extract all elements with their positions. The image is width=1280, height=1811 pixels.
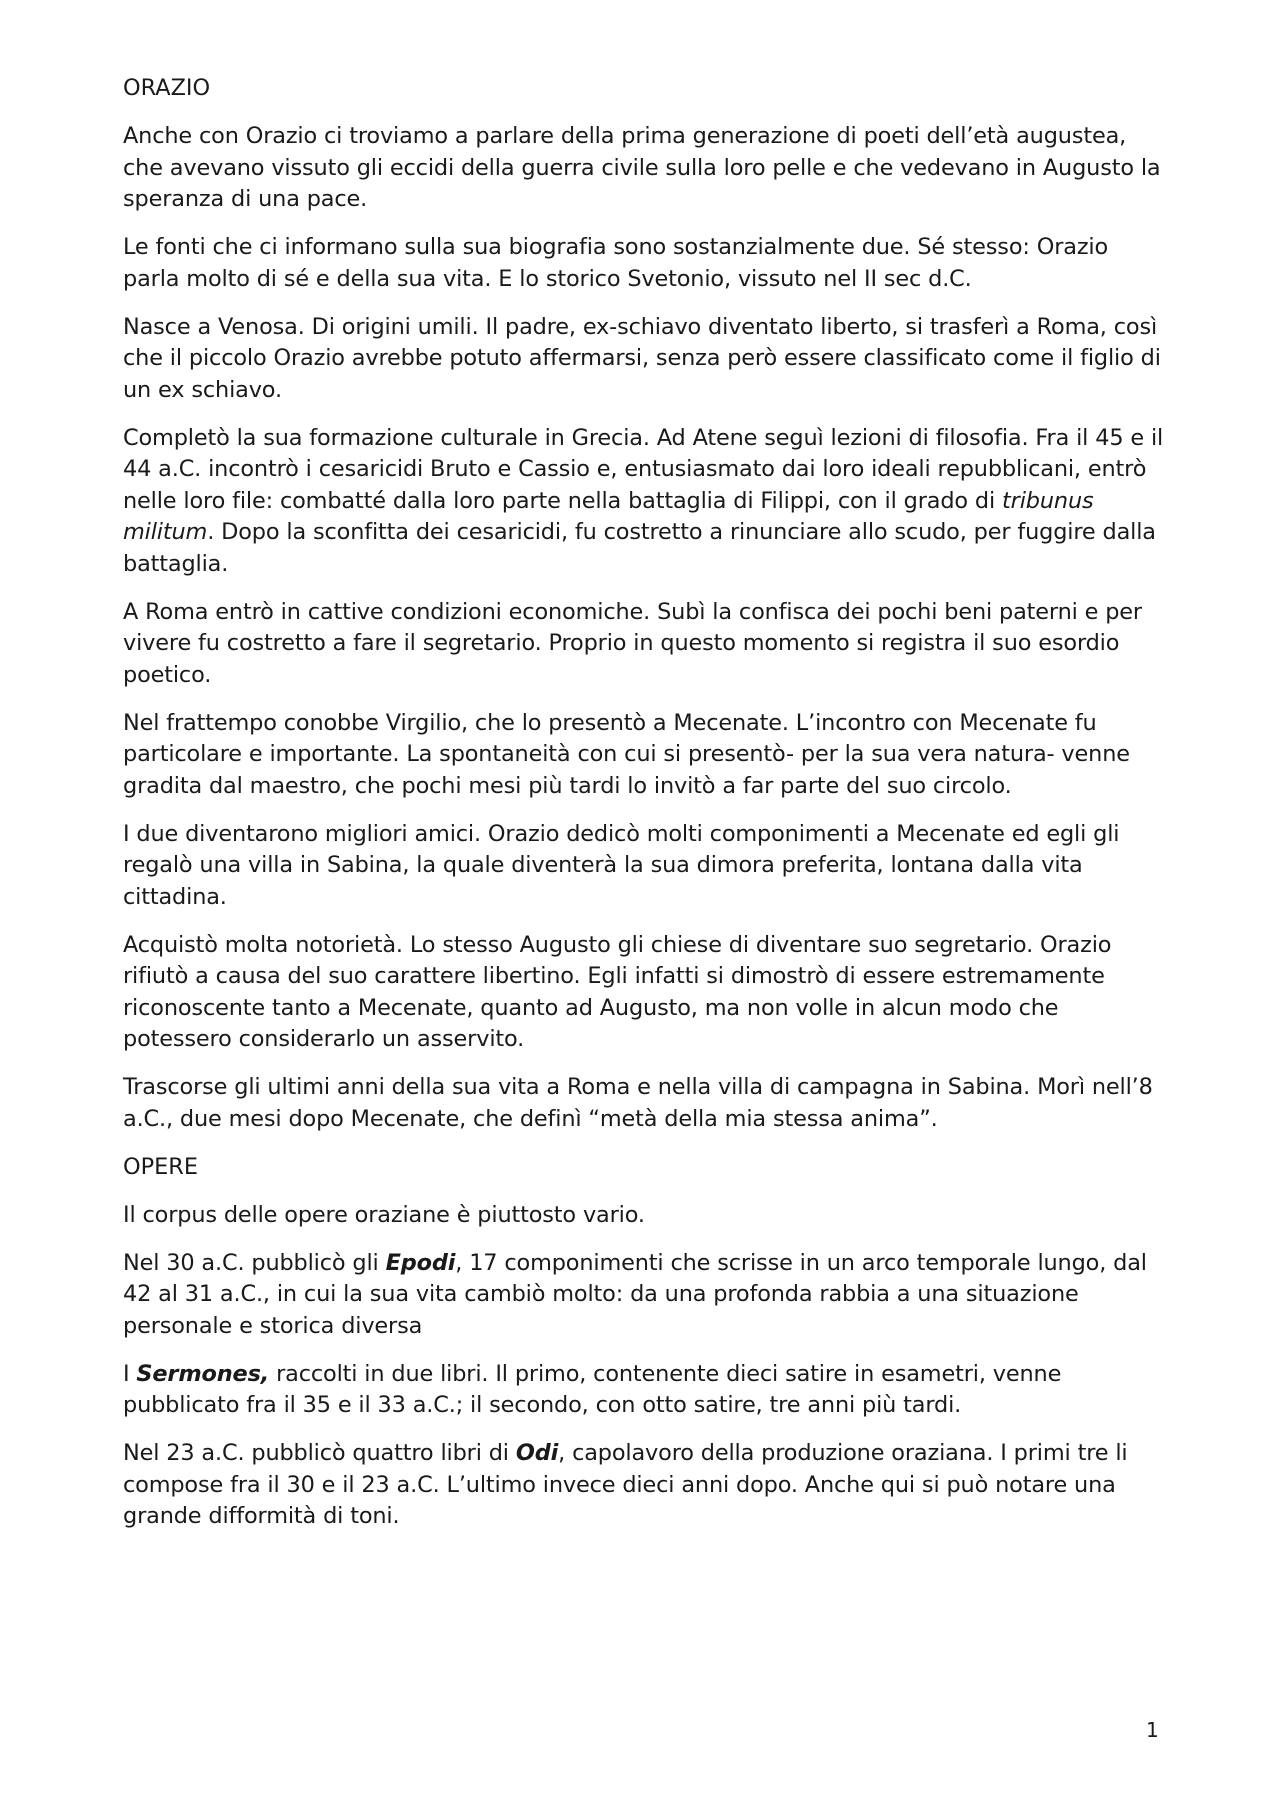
document-title: ORAZIO: [123, 75, 211, 101]
text-run: , capolavoro della produzione oraziana. I primi tre li compose fra il 30 e il 23 a.C. L’ultimo invece dieci anni dopo. Anche qui si può notare una grande difformità di toni.: [123, 1440, 1128, 1529]
paragraph-odi: [123, 1438, 1168, 1533]
paragraph-formazione: [123, 423, 1168, 581]
section-title-opere: OPERE: [123, 1153, 198, 1180]
paragraph-epodi: [123, 1248, 1168, 1343]
work-title-sermones: Sermones,: [136, 1360, 270, 1387]
text-run: Nel 30 a.C. pubblicò gli: [123, 1249, 386, 1276]
paragraph: I due diventarono migliori amici. Orazio dedicò molti componimenti a Mecenate ed egli gli regalò una villa in Sabina, la quale diventerà la sua dimora preferita, lontana dalla vita cittadina.: [123, 820, 1120, 910]
paragraph: Anche con Orazio ci troviamo a parlare della prima generazione di poeti dell’età augustea, che avevano vissuto gli eccidi della guerra civile sulla loro pelle e che vedevano in Augusto la speranza di una pace.: [123, 123, 1161, 212]
work-title-odi: Odi: [515, 1440, 559, 1466]
text-run: , 17 componimenti che scrisse in un arco temporale lungo, dal 42 al 31 a.C., in cui la sua vita cambiò molto: da una profonda rabbia a una situazione personale e storica diversa: [123, 1249, 1147, 1339]
text-run: I: [123, 1360, 137, 1387]
paragraph: A Roma entrò in cattive condizioni economiche. Subì la confisca dei pochi beni paterni e per vivere fu costretto a fare il segretario. Proprio in questo momento si registra il suo esordio poetico.: [123, 598, 1142, 688]
text-run: raccolti in due libri. Il primo, contenente dieci satire in esametri, venne pubblicato fra il 35 e il 33 a.C.; il secondo, con otto satire, tre anni più tardi.: [123, 1360, 1062, 1418]
paragraph: Nasce a Venosa. Di origini umili. Il padre, ex-schiavo diventato liberto, si trasferì a Roma, così che il piccolo Orazio avrebbe potuto affermarsi, senza però essere classificato come il figlio di un ex schiavo.: [123, 313, 1161, 403]
paragraph: Trascorse gli ultimi anni della sua vita a Roma e nella villa di campagna in Sabina. Morì nell’8 a.C., due mesi dopo Mecenate, che definì “metà della mia stessa anima”.: [123, 1074, 1153, 1132]
paragraph: Acquistò molta notorietà. Lo stesso Augusto gli chiese di diventare suo segretario. Orazio rifiutò a causa del suo carattere libertino. Egli infatti si dimostrò di essere estremamente riconoscente tanto a Mecenate, quanto ad Augusto, ma non volle in alcun modo che potessero considerarlo un asservito.: [123, 931, 1112, 1052]
paragraph: Nel frattempo conobbe Virgilio, che lo presentò a Mecenate. L’incontro con Mecenate fu particolare e importante. La spontaneità con cui si presentò- per la sua vera natura- venne gradita dal maestro, che pochi mesi più tardi lo invitò a far parte del suo circolo.: [123, 709, 1130, 799]
text-run: Completò la sua formazione culturale in Grecia. Ad Atene seguì lezioni di filosofia. Fra il 45 e il 44 a.C. incontrò i cesaricidi Bruto e Cassio e, entusiasmato dai loro ideali repubblicani, entrò nelle loro file: combatté dalla loro parte nella battaglia di Filippi, con il grado di: [123, 424, 1164, 514]
paragraph: Il corpus delle opere oraziane è piuttosto vario.: [123, 1201, 645, 1228]
italic-term: tribunus militum: [123, 487, 1094, 545]
work-title-epodi: Epodi: [385, 1249, 456, 1276]
paragraph: Le fonti che ci informano sulla sua biografia sono sostanzialmente due. Sé stesso: Orazio parla molto di sé e della sua vita. E lo storico Svetonio, vissuto nel II sec d.C.: [123, 234, 1109, 292]
text-run: . Dopo la sconfitta dei cesaricidi, fu costretto a rinunciare allo scudo, per fuggire dalla battaglia.: [123, 519, 1156, 577]
paragraph-sermones: [123, 1359, 1168, 1422]
document-body: [123, 73, 1168, 1549]
text-run: Nel 23 a.C. pubblicò quattro libri di: [123, 1440, 516, 1466]
page-number: 1: [1146, 1718, 1159, 1742]
